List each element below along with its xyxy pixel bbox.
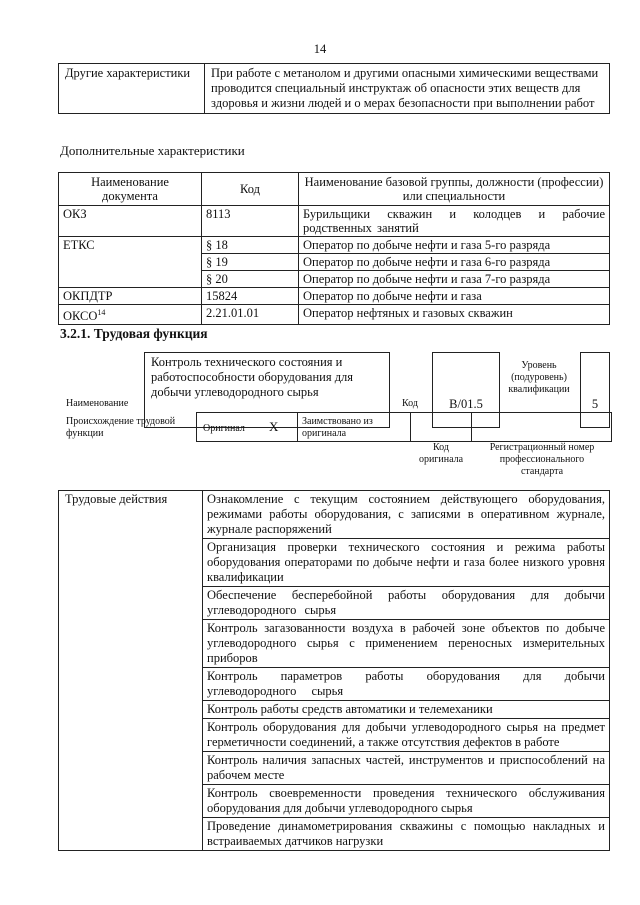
name-cell: Оператор по добыче нефти и газа (299, 288, 610, 305)
labor-action-item: Контроль своевременности проведения технического обслуживания оборудования для добычи углеводородного сырья (203, 785, 610, 818)
name-label: Наименование (66, 398, 129, 409)
table-row (59, 491, 610, 539)
labor-action-item: Контроль параметров работы оборудования для добычи углеводородного сырья (203, 668, 610, 701)
page-number: 14 (313, 42, 327, 56)
labor-action-item: Ознакомление с текущим состоянием действующего оборудования, режимами работы оборудования, с записями в оперативном журнале, журнале распоряжений (203, 491, 610, 539)
code-label: Код (402, 398, 418, 409)
labor-actions-table (58, 490, 610, 851)
header-group-name: Наименование базовой группы, должности (профессии) или специальности (299, 173, 610, 206)
level-value: 5 (591, 397, 599, 411)
name-cell: Оператор по добыче нефти и газа 6-го разряда (299, 254, 610, 271)
table-row (59, 237, 610, 254)
labor-action-item: Контроль оборудования для добычи углеводородного сырья на предмет герметичности соединений, а также отсутствия дефектов в работе (203, 719, 610, 752)
doc-cell: ЕТКС (59, 237, 202, 288)
other-characteristics-label: Другие характеристики (59, 64, 205, 114)
code-cell: § 20 (202, 271, 299, 288)
code-cell: 15824 (202, 288, 299, 305)
header-code: Код (202, 173, 299, 206)
table-row (59, 206, 610, 237)
name-cell: Оператор по добыче нефти и газа 5-го разряда (299, 237, 610, 254)
doc-cell: ОКЗ (59, 206, 202, 237)
origin-code-cell (410, 412, 472, 442)
function-code-value: B/01.5 (449, 397, 483, 411)
code-cell: § 18 (202, 237, 299, 254)
function-name-value: Контроль технического состояния и работоспособности оборудования для добычи углеводородного сырья (151, 355, 354, 399)
origin-label: Происхождение трудовой функции (66, 416, 176, 439)
code-cell: 2.21.01.01 (202, 305, 299, 325)
borrowed-label: Заимствовано из оригинала (302, 416, 373, 439)
labor-action-item: Проведение динамометрирования скважины с помощью накладных и встраиваемых датчиков нагрузки (203, 818, 610, 851)
labor-actions-label: Трудовые действия (59, 491, 203, 851)
origin-borrowed-cell (297, 412, 411, 442)
original-label: Оригинал (203, 423, 245, 434)
doc-cell (59, 305, 202, 325)
name-cell: Бурильщики скважин и колодцев и рабочие родственных занятий (299, 206, 610, 237)
labor-action-item: Контроль наличия запасных частей, инструментов и приспособлений на рабочем месте (203, 752, 610, 785)
reg-number-label: Регистрационный номер профессионального стандарта (489, 442, 595, 477)
section-title: 3.2.1. Трудовая функция (60, 326, 208, 341)
other-characteristics-table (58, 63, 610, 114)
code-original-label: Код оригинала (418, 442, 464, 465)
additional-title: Дополнительные характеристики (60, 143, 245, 158)
origin-reg-cell (471, 412, 612, 442)
table-row (59, 305, 610, 325)
code-cell: 8113 (202, 206, 299, 237)
original-mark: X (269, 419, 279, 434)
labor-action-item: Контроль загазованности воздуха в рабочей зоне объектов по добыче углеводородного сырья с применением переносных измерительных приборов (203, 620, 610, 668)
code-cell: § 19 (202, 254, 299, 271)
level-label: Уровень (подуровень) квалификации (508, 360, 570, 395)
name-cell: Оператор нефтяных и газовых скважин (299, 305, 610, 325)
name-cell: Оператор по добыче нефти и газа 7-го разряда (299, 271, 610, 288)
header-document: Наименование документа (59, 173, 202, 206)
footnote-ref: 14 (97, 308, 106, 317)
labor-action-item: Контроль работы средств автоматики и телемеханики (203, 701, 610, 719)
other-characteristics-text: При работе с метанолом и другими опасными химическими веществами проводится специальный инструктаж об опасности этих веществ для здоровья и жизни людей и о мерах безопасности при выполнении работ (205, 64, 610, 114)
origin-original-cell (196, 412, 298, 442)
labor-action-item: Организация проверки технического состояния и режима работы оборудования операторами по добыче нефти и газа более низкого уровня квалификации (203, 539, 610, 587)
additional-characteristics-table (58, 172, 610, 325)
table-row (59, 288, 610, 305)
labor-action-item: Обеспечение бесперебойной работы оборудования для добычи углеводородного сырья (203, 587, 610, 620)
doc-cell: ОКПДТР (59, 288, 202, 305)
doc-text: ОКСО (63, 309, 98, 324)
